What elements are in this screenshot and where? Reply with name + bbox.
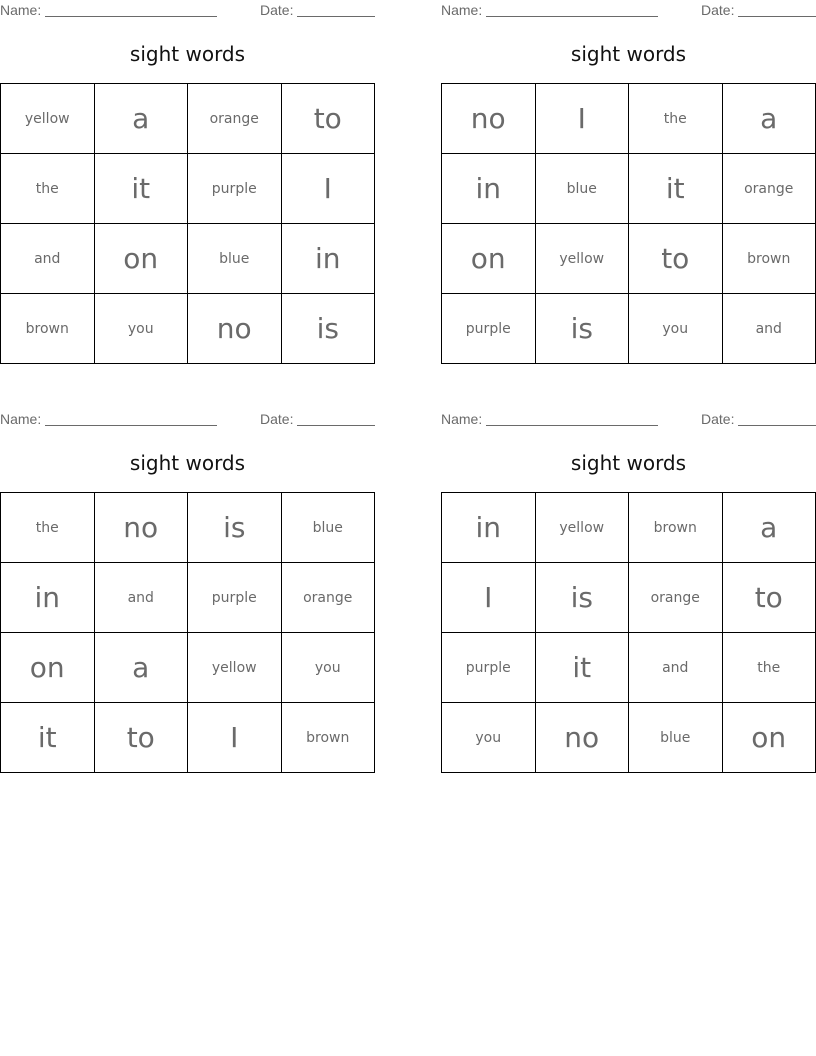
grid-cell: the <box>629 84 723 154</box>
grid-row <box>442 84 816 154</box>
grid-cell: yellow <box>188 633 282 703</box>
grid-cell: orange <box>629 563 723 633</box>
date-blank-line <box>738 16 816 17</box>
grid-cell: on <box>94 224 188 294</box>
grid-cell: no <box>535 703 629 773</box>
grid-cell: blue <box>535 154 629 224</box>
grid-cell: is <box>281 294 375 364</box>
grid-cell: no <box>188 294 282 364</box>
bingo-grid <box>441 492 816 773</box>
grid-cell: brown <box>281 703 375 773</box>
grid-cell: and <box>629 633 723 703</box>
name-blank-line <box>486 425 658 426</box>
grid-cell: the <box>1 154 95 224</box>
grid-cell: you <box>442 703 536 773</box>
grid-row <box>1 84 375 154</box>
grid-row <box>1 493 375 563</box>
grid-cell: to <box>629 224 723 294</box>
grid-cell: to <box>722 563 816 633</box>
grid-row <box>1 633 375 703</box>
date-label: Date: <box>260 411 294 427</box>
card-title: sight words <box>129 42 246 66</box>
date-label: Date: <box>701 2 735 18</box>
header-fields <box>441 2 816 20</box>
grid-row <box>442 493 816 563</box>
grid-cell: on <box>722 703 816 773</box>
date-label: Date: <box>260 2 294 18</box>
grid-cell: yellow <box>535 493 629 563</box>
grid-cell: blue <box>188 224 282 294</box>
grid-cell: blue <box>281 493 375 563</box>
grid-row <box>1 294 375 364</box>
grid-cell: brown <box>629 493 723 563</box>
header-fields <box>0 2 375 20</box>
grid-row <box>1 224 375 294</box>
name-label: Name: <box>441 2 483 18</box>
grid-cell: and <box>1 224 95 294</box>
header-fields <box>441 411 816 429</box>
grid-cell: the <box>722 633 816 703</box>
bingo-grid <box>441 83 816 364</box>
grid-cell: purple <box>188 154 282 224</box>
grid-row <box>442 224 816 294</box>
date-label: Date: <box>701 411 735 427</box>
grid-cell: I <box>442 563 536 633</box>
grid-cell: is <box>535 294 629 364</box>
grid-cell: yellow <box>535 224 629 294</box>
grid-cell: blue <box>629 703 723 773</box>
grid-cell: is <box>535 563 629 633</box>
card-title: sight words <box>129 451 246 475</box>
name-label: Name: <box>441 411 483 427</box>
grid-cell: purple <box>188 563 282 633</box>
grid-cell: in <box>281 224 375 294</box>
grid-cell: no <box>94 493 188 563</box>
grid-cell: I <box>535 84 629 154</box>
grid-cell: it <box>94 154 188 224</box>
grid-cell: it <box>629 154 723 224</box>
grid-cell: the <box>1 493 95 563</box>
grid-cell: a <box>722 84 816 154</box>
grid-row <box>442 633 816 703</box>
grid-cell: brown <box>722 224 816 294</box>
grid-cell: and <box>722 294 816 364</box>
grid-row <box>442 154 816 224</box>
bingo-grid <box>0 492 375 773</box>
grid-cell: I <box>188 703 282 773</box>
grid-cell: purple <box>442 633 536 703</box>
name-blank-line <box>45 16 217 17</box>
card-title: sight words <box>570 42 687 66</box>
grid-cell: yellow <box>1 84 95 154</box>
name-blank-line <box>486 16 658 17</box>
grid-cell: a <box>94 84 188 154</box>
grid-cell: and <box>94 563 188 633</box>
grid-cell: orange <box>188 84 282 154</box>
grid-cell: it <box>1 703 95 773</box>
grid-row <box>1 703 375 773</box>
date-blank-line <box>738 425 816 426</box>
grid-cell: orange <box>722 154 816 224</box>
grid-cell: you <box>281 633 375 703</box>
grid-cell: brown <box>1 294 95 364</box>
grid-cell: you <box>629 294 723 364</box>
card-title: sight words <box>570 451 687 475</box>
grid-cell: a <box>94 633 188 703</box>
grid-cell: orange <box>281 563 375 633</box>
grid-row <box>442 563 816 633</box>
grid-cell: is <box>188 493 282 563</box>
grid-cell: on <box>442 224 536 294</box>
grid-cell: purple <box>442 294 536 364</box>
name-blank-line <box>45 425 217 426</box>
grid-cell: no <box>442 84 536 154</box>
grid-cell: to <box>281 84 375 154</box>
date-blank-line <box>297 16 375 17</box>
grid-cell: you <box>94 294 188 364</box>
grid-row <box>442 294 816 364</box>
grid-cell: in <box>442 154 536 224</box>
name-label: Name: <box>0 411 42 427</box>
grid-cell: on <box>1 633 95 703</box>
grid-row <box>442 703 816 773</box>
grid-cell: I <box>281 154 375 224</box>
grid-row <box>1 154 375 224</box>
grid-cell: a <box>722 493 816 563</box>
grid-cell: in <box>442 493 536 563</box>
name-label: Name: <box>0 2 42 18</box>
grid-row <box>1 563 375 633</box>
grid-cell: it <box>535 633 629 703</box>
bingo-grid <box>0 83 375 364</box>
grid-cell: to <box>94 703 188 773</box>
grid-cell: in <box>1 563 95 633</box>
date-blank-line <box>297 425 375 426</box>
header-fields <box>0 411 375 429</box>
